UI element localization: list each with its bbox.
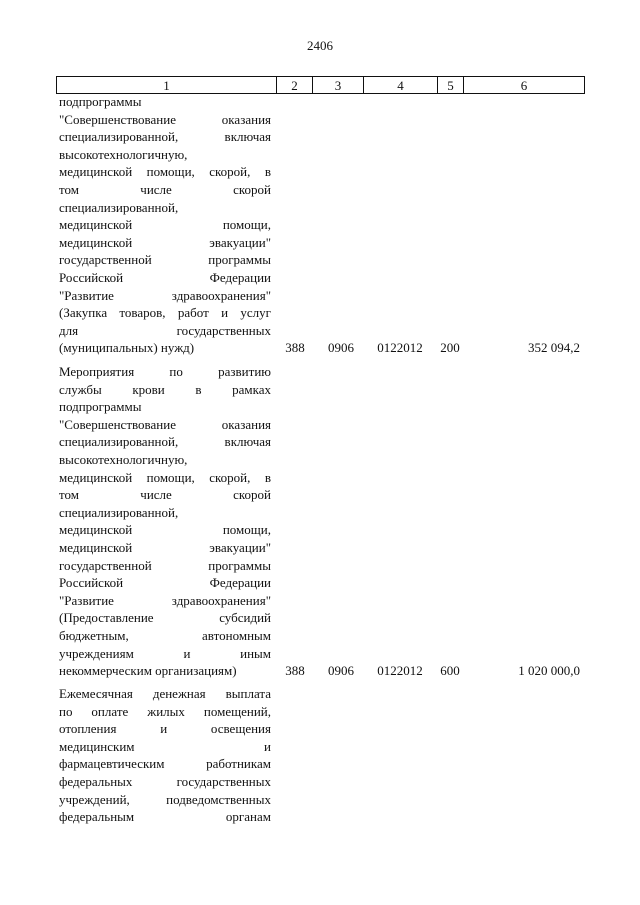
cell-col5: 200 — [440, 340, 460, 355]
row-description — [59, 363, 271, 680]
description-line: медицинской помощи, — [59, 217, 271, 233]
column-header-1: 1 — [57, 77, 277, 94]
description-line: Мероприятия по развитию — [59, 364, 271, 379]
cell-col3: 0906 — [328, 663, 354, 678]
description-line: (муниципальных) нужд) — [59, 340, 195, 356]
description-line: специализированной, — [59, 199, 179, 215]
description-line: подпрограммы — [59, 399, 142, 415]
description-line: для государственных — [59, 322, 271, 338]
cell-col2: 388 — [285, 663, 305, 678]
column-header-table — [56, 76, 585, 94]
cell-col5: 600 — [440, 663, 460, 678]
column-header-row — [57, 77, 585, 94]
description-line: государственной программы — [59, 252, 271, 268]
description-line: государственной программы — [59, 557, 271, 573]
description-line: Российской Федерации — [59, 269, 271, 285]
description-line: "Развитие здравоохранения" — [59, 287, 271, 303]
description-line: том числе скорой — [59, 181, 271, 197]
cell-col6: 352 094,2 — [528, 340, 580, 355]
row-description — [59, 93, 271, 357]
description-line: (Предоставление субсидий — [59, 610, 271, 626]
description-line: по оплате жилых помещений, — [59, 703, 271, 719]
description-line: бюджетным, автономным — [59, 627, 271, 643]
description-line: медицинской помощи, — [59, 522, 271, 538]
page-number: 2406 — [307, 38, 333, 53]
cell-col4: 0122012 — [377, 340, 423, 355]
description-line: медицинской помощи, скорой, в — [59, 164, 271, 180]
description-line: высокотехнологичную, — [59, 146, 188, 162]
description-line: федеральных государственных — [59, 773, 271, 789]
description-line: специализированной, — [59, 504, 179, 520]
cell-col4: 0122012 — [377, 663, 423, 678]
row-description — [59, 685, 271, 826]
description-line: фармацевтическим работникам — [59, 756, 271, 772]
description-line: медицинской эвакуации" — [59, 234, 271, 250]
description-line: высокотехнологичную, — [59, 451, 188, 467]
column-header-4: 4 — [364, 77, 438, 94]
column-header-3: 3 — [313, 77, 364, 94]
description-line: (Закупка товаров, работ и услуг — [59, 305, 271, 321]
description-line: службы крови в рамках — [59, 381, 271, 397]
description-line: медицинской эвакуации" — [59, 539, 271, 555]
description-line: учреждениям и иным — [59, 645, 271, 661]
description-line: Ежемесячная денежная выплата — [59, 686, 271, 701]
description-line: медицинской помощи, скорой, в — [59, 469, 271, 485]
description-line: том числе скорой — [59, 487, 271, 503]
cell-col2: 388 — [285, 340, 305, 355]
description-line: "Совершенствование оказания — [59, 416, 271, 432]
description-line: подпрограммы — [59, 94, 142, 109]
description-line: "Развитие здравоохранения" — [59, 592, 271, 608]
description-line: специализированной, включая — [59, 129, 271, 145]
description-line: отопления и освещения — [59, 721, 271, 737]
cell-col3: 0906 — [328, 340, 354, 355]
description-line: Российской Федерации — [59, 575, 271, 591]
description-line: медицинским и — [59, 738, 271, 754]
description-line: федеральным органам — [59, 809, 271, 825]
description-line: специализированной, включая — [59, 434, 271, 450]
description-line: учреждений, подведомственных — [59, 791, 271, 807]
column-header-5: 5 — [438, 77, 464, 94]
description-line: "Совершенствование оказания — [59, 111, 271, 127]
column-header-2: 2 — [277, 77, 313, 94]
cell-col6: 1 020 000,0 — [518, 663, 580, 678]
description-line: некоммерческим организациям) — [59, 663, 237, 679]
column-header-6: 6 — [464, 77, 585, 94]
